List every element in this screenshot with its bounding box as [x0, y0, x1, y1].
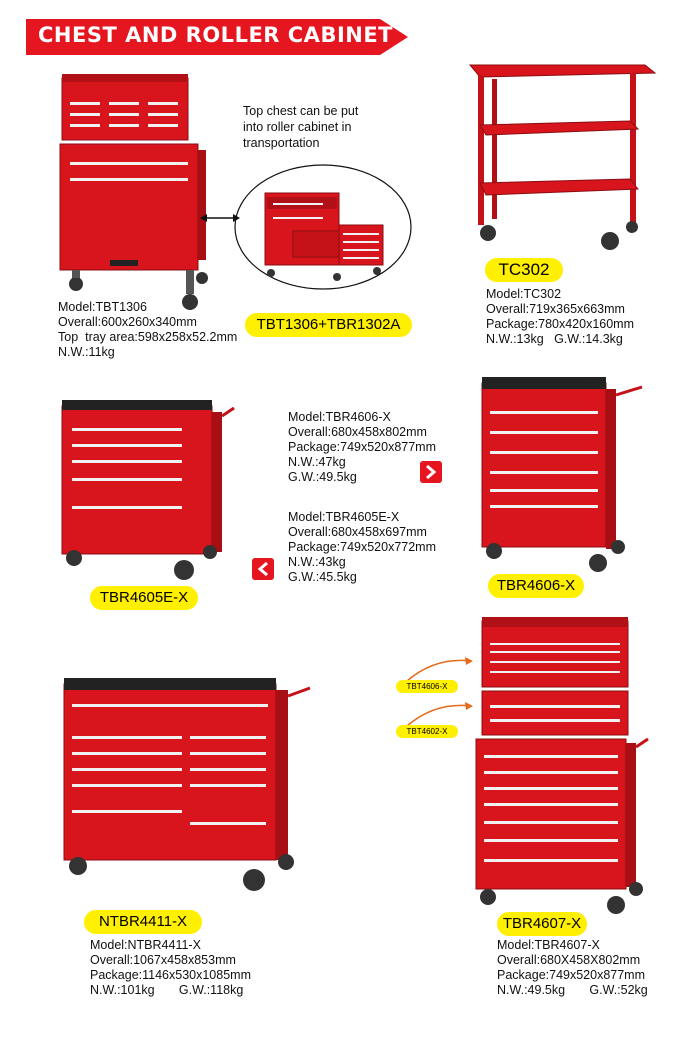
- tbr4605ex-specs: [288, 510, 436, 585]
- ntbr4411x-specs: [90, 938, 251, 998]
- spec-line: N.W.:13kg G.W.:14.3kg: [486, 332, 623, 346]
- spec-line: Model:TBT1306: [58, 300, 147, 314]
- spec-line: Model:NTBR4411-X: [90, 938, 201, 952]
- callout-tag-mid: TBT4602-X: [396, 725, 458, 738]
- tbr4607x-image: [470, 615, 650, 915]
- spec-line: Overall:1067x458x853mm: [90, 953, 236, 967]
- spec-line: N.W.:11kg: [58, 345, 115, 359]
- tbr4607x-tag: TBR4607-X: [497, 912, 587, 936]
- spec-line: Package:749x520x877mm: [288, 440, 437, 454]
- ntbr4411x-tag: NTBR4411-X: [84, 910, 202, 934]
- tbr4607x-specs: [497, 938, 648, 998]
- transport-view-image: [233, 163, 413, 298]
- tbr4606x-image: [478, 375, 648, 575]
- transport-note: Top chest can be put into roller cabinet in transportation: [243, 104, 359, 150]
- tc302-specs: [486, 287, 634, 347]
- tbr4605ex-image: [58, 398, 238, 583]
- spec-line: Model:TBR4605E-X: [288, 510, 400, 524]
- spec-line: Package:749x520x877mm: [497, 968, 646, 982]
- spec-line: Model:TC302: [486, 287, 562, 301]
- spec-line: Model:TBR4606-X: [288, 410, 391, 424]
- spec-line: Overall:680X458X802mm: [497, 953, 641, 967]
- tbr4606x-specs: [288, 410, 436, 485]
- tc302-tag: TC302: [485, 258, 563, 282]
- spec-line: N.W.:101kg G.W.:118kg: [90, 983, 244, 997]
- tbt1306-specs: [58, 300, 237, 360]
- spec-line: Overall:719x365x663mm: [486, 302, 625, 316]
- arrow-left-icon: [252, 558, 274, 580]
- spec-line: Package:749x520x772mm: [288, 540, 437, 554]
- spec-line: Overall:680x458x697mm: [288, 525, 427, 539]
- callout-tag-top: TBT4606-X: [396, 680, 458, 693]
- tbt1306-image: [52, 70, 212, 315]
- spec-line: N.W.:43kg: [288, 555, 346, 569]
- ntbr4411x-image: [58, 672, 318, 897]
- tbr4605ex-tag: TBR4605E-X: [90, 586, 198, 610]
- tc302-image: [460, 55, 660, 255]
- tbr4606x-tag: TBR4606-X: [488, 574, 584, 598]
- spec-line: Overall:600x260x340mm: [58, 315, 197, 329]
- spec-line: Package:1146x530x1085mm: [90, 968, 251, 982]
- arrow-right-icon: [420, 461, 442, 483]
- spec-line: Overall:680x458x802mm: [288, 425, 427, 439]
- spec-line: Top tray area:598x258x52.2mm: [58, 330, 238, 344]
- spec-line: Package:780x420x160mm: [486, 317, 635, 331]
- spec-line: G.W.:49.5kg: [288, 470, 357, 484]
- page-title: CHEST AND ROLLER CABINET: [38, 23, 394, 47]
- spec-line: Model:TBR4607-X: [497, 938, 600, 952]
- combo-tag: TBT1306+TBR1302A: [245, 313, 412, 337]
- spec-line: N.W.:49.5kg G.W.:52kg: [497, 983, 648, 997]
- spec-line: G.W.:45.5kg: [288, 570, 357, 584]
- spec-line: N.W.:47kg: [288, 455, 346, 469]
